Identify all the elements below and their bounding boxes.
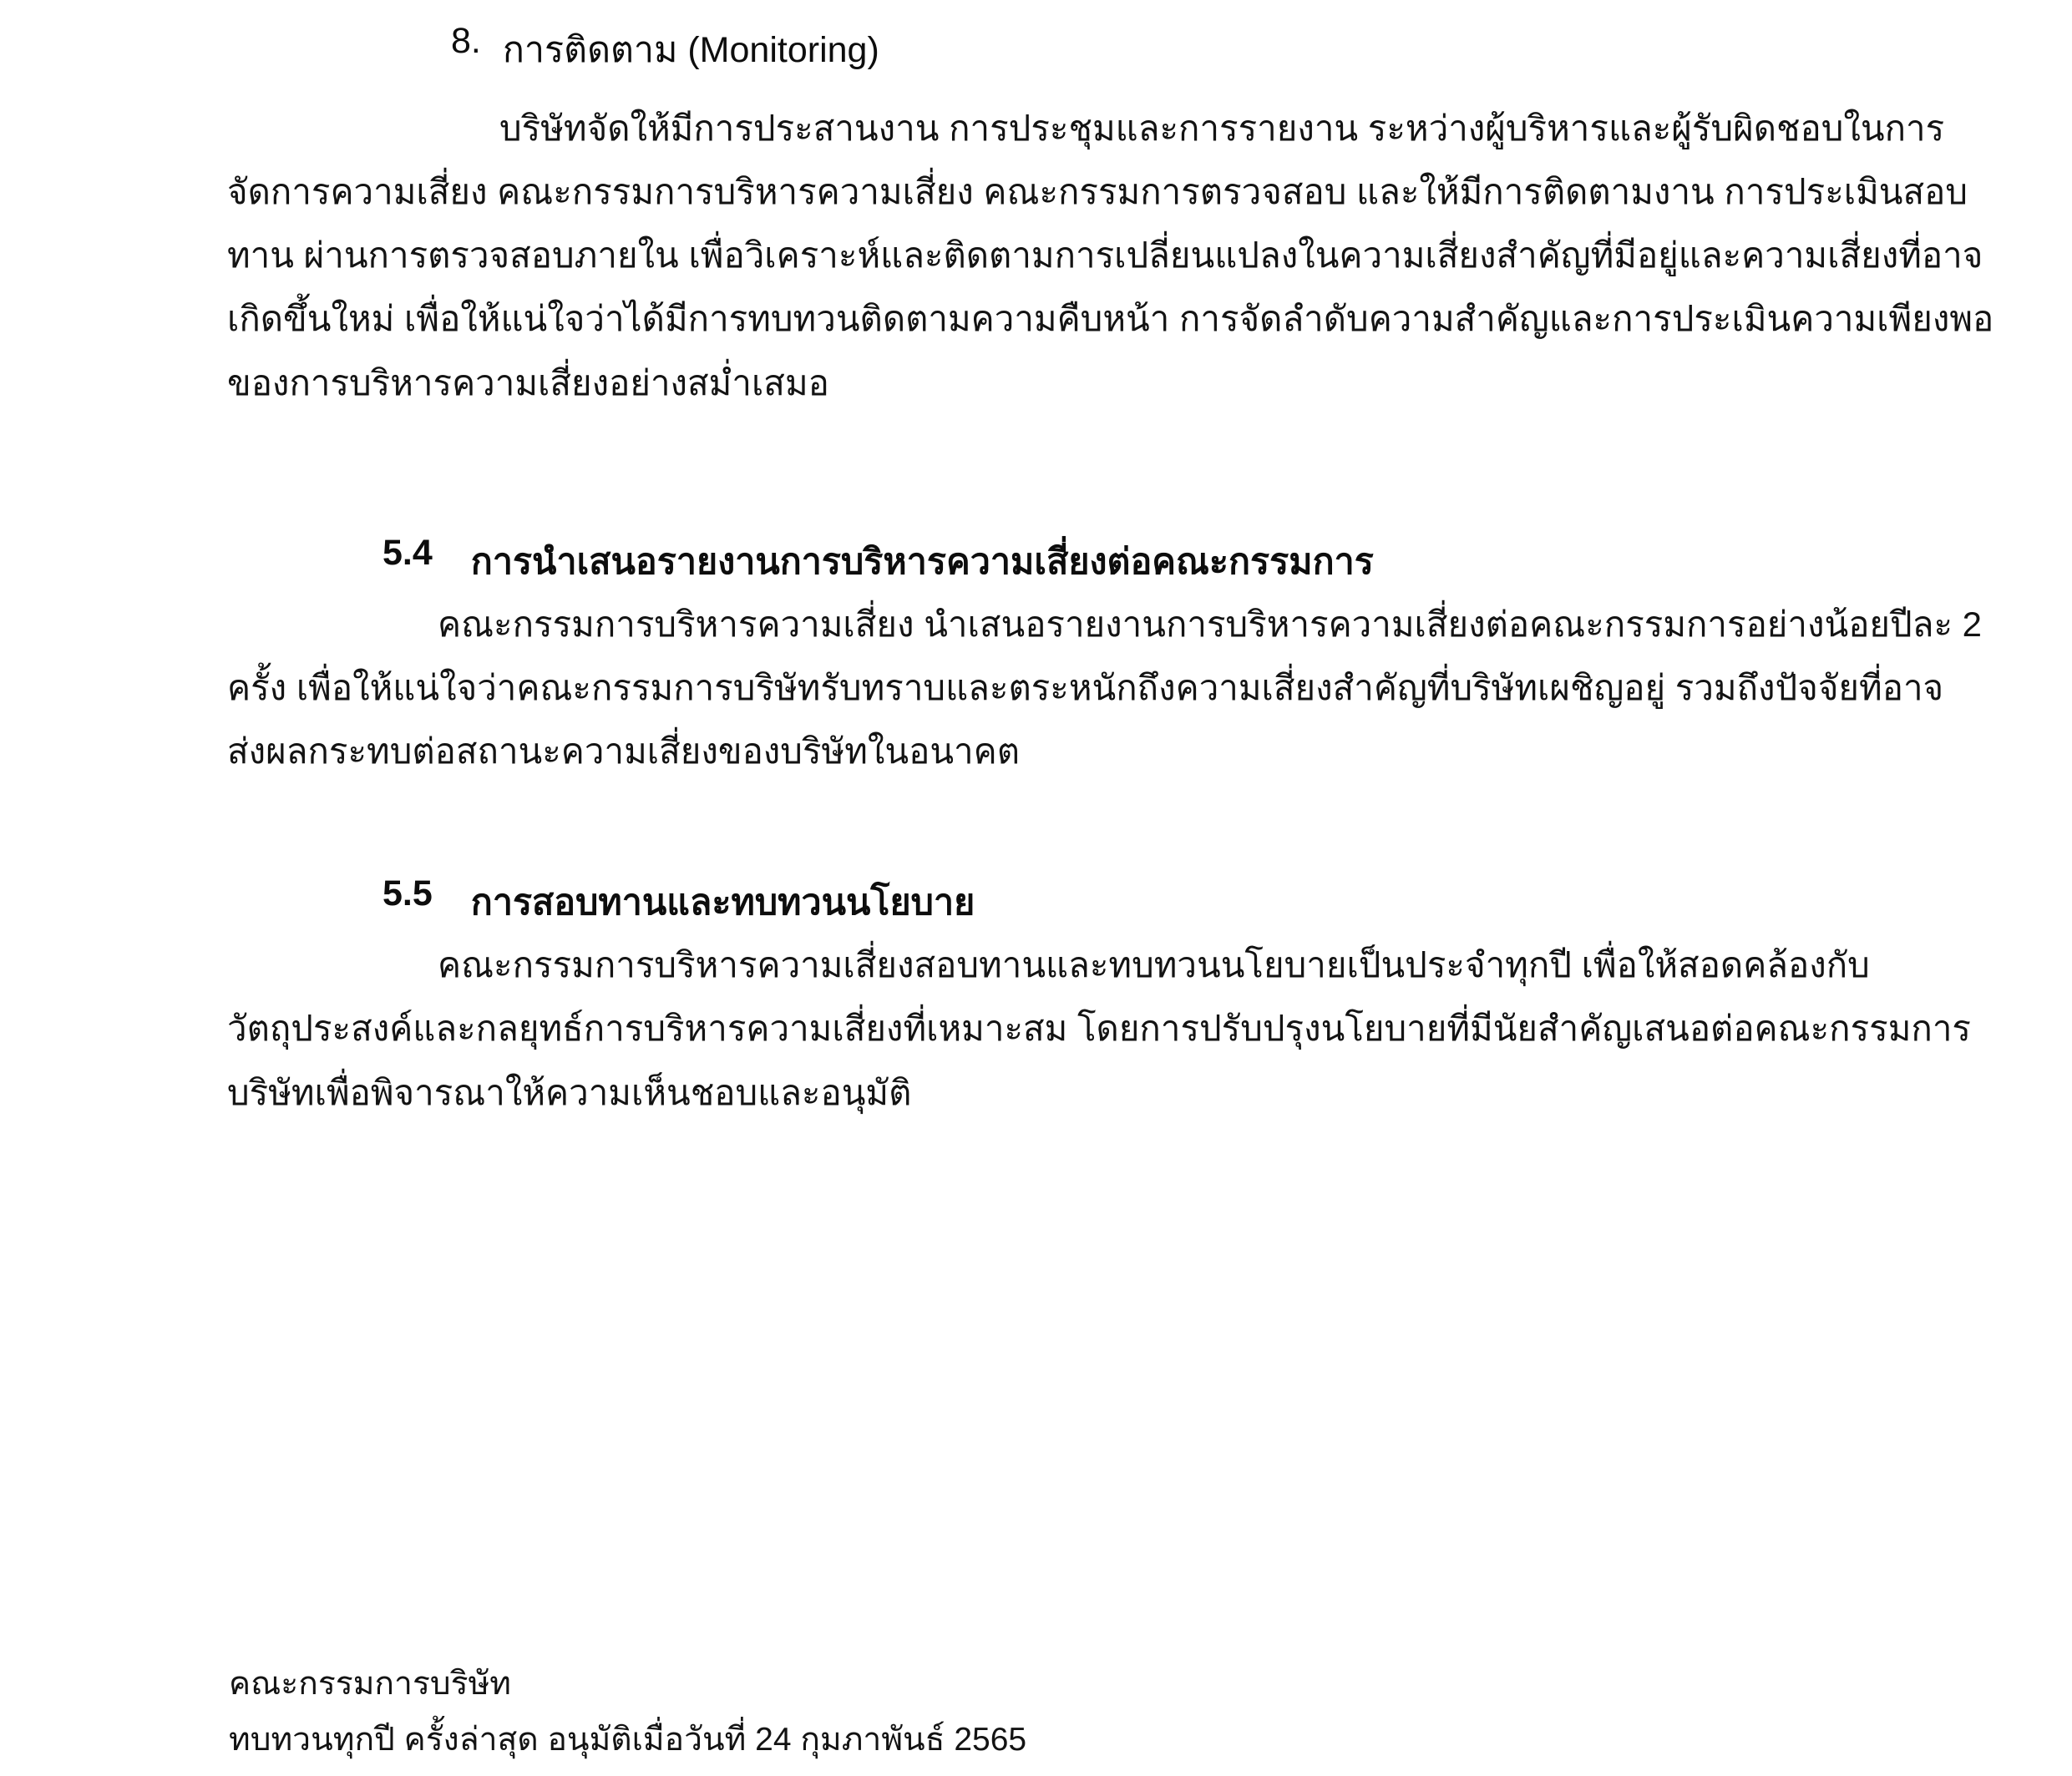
section-5-5-paragraph-line: คณะกรรมการบริหารความเสี่ยงสอบทานและทบทวนนโยบายเป็นประจำทุกปี เพื่อให้สอดคล้องกับ — [438, 945, 1870, 984]
section-5-4-heading — [382, 533, 1374, 589]
section-5-5-paragraph-line: บริษัทเพื่อพิจารณาให้ความเห็นชอบและอนุมัติ — [227, 1073, 912, 1112]
section-5-5-number: 5.5 — [382, 873, 433, 913]
section-5-5-heading — [382, 873, 975, 930]
section-8-number: 8. — [451, 21, 481, 61]
section-8-title: การติดตาม (Monitoring) — [502, 30, 879, 70]
section-8-paragraph-line: จัดการความเสี่ยง คณะกรรมการบริหารความเสี่ยง คณะกรรมการตรวจสอบ และให้มีการติดตามงาน การประเมินสอบ — [227, 172, 1968, 211]
footer-approver: คณะกรรมการบริษัท — [229, 1666, 512, 1702]
section-5-4-paragraph-line: ครั้ง เพื่อให้แน่ใจว่าคณะกรรมการบริษัทรับทราบและตระหนักถึงความเสี่ยงสำคัญที่บริษัทเผชิญอยู่ รวมถึงปัจจัยที่อาจ — [227, 668, 1944, 707]
section-8-paragraph-line: ของการบริหารความเสี่ยงอย่างสม่ำเสมอ — [227, 363, 829, 402]
section-8-paragraph-line: เกิดขึ้นใหม่ เพื่อให้แน่ใจว่าได้มีการทบทวนติดตามความคืบหน้า การจัดลำดับความสำคัญและการประเมินความเพียงพอ — [227, 299, 1994, 338]
section-5-4-paragraph-line: ส่งผลกระทบต่อสถานะความเสี่ยงของบริษัทในอนาคต — [227, 731, 1020, 771]
section-8-paragraph-line: ทาน ผ่านการตรวจสอบภายใน เพื่อวิเคราะห์และติดตามการเปลี่ยนแปลงในความเสี่ยงสำคัญที่มีอยู่และความเสี่ยงที่อาจ — [227, 235, 1983, 275]
section-5-4-title: การนำเสนอรายงานการบริหารความเสี่ยงต่อคณะกรรมการ — [470, 542, 1374, 582]
section-5-4-paragraph-line: คณะกรรมการบริหารความเสี่ยง นำเสนอรายงานการบริหารความเสี่ยงต่อคณะกรรมการอย่างน้อยปีละ 2 — [438, 605, 1983, 644]
section-5-5-title: การสอบทานและทบทวนนโยบาย — [470, 883, 975, 923]
section-5-4-number: 5.4 — [382, 533, 433, 573]
section-8-heading — [451, 21, 879, 78]
footer-approval-date: ทบทวนทุกปี ครั้งล่าสุด อนุมัติเมื่อวันที่ 24 กุมภาพันธ์ 2565 — [229, 1722, 1027, 1758]
section-5-5-paragraph-line: วัตถุประสงค์และกลยุทธ์การบริหารความเสี่ยงที่เหมาะสม โดยการปรับปรุงนโยบายที่มีนัยสำคัญเสนอต่อคณะกรรมการ — [227, 1009, 1971, 1048]
section-8-paragraph-line: บริษัทจัดให้มีการประสานงาน การประชุมและการรายงาน ระหว่างผู้บริหารและผู้รับผิดชอบในการ — [499, 109, 1945, 148]
